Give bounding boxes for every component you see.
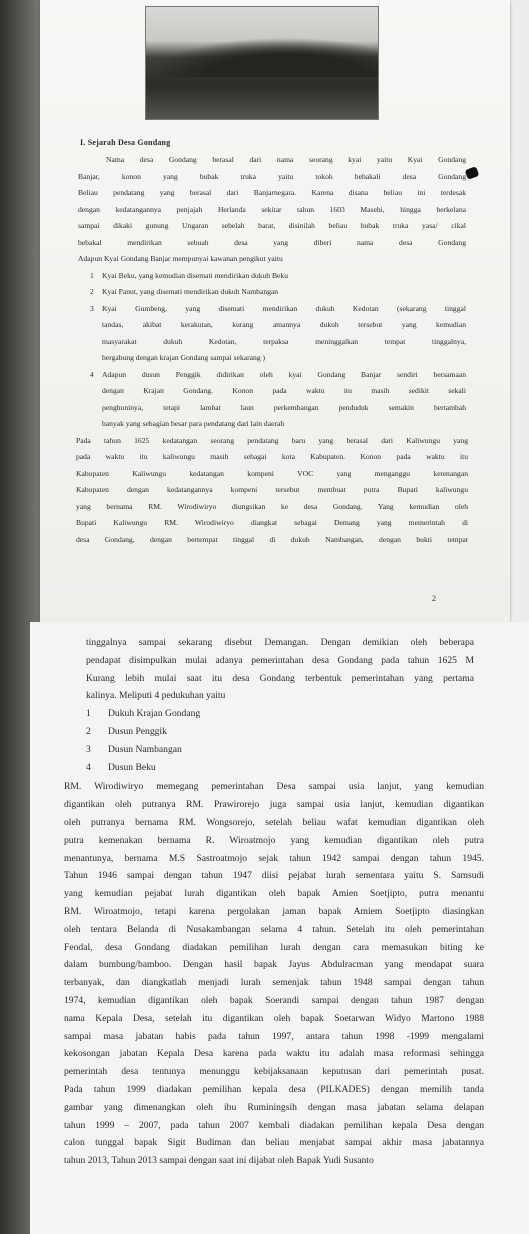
paragraph-line: Adapun Kyai Gondang Banjar mempunyai kawanan pengikut yaitu [78,254,283,263]
list-item-line: tandas, akibat kerakutan, kurang amannya dukuh tersebut yang kemudian [102,320,466,329]
paragraph-line: kekosongan jabatan Kepala Desa karena pada waktu itu adalah masa reformasi sehingga [64,1048,484,1060]
list-item-line: Kyai Beku, yang kemudian disemati mendirikan dukuh Beku [102,270,289,280]
list-item: Dusun Beku [108,761,156,773]
list-number: 1 [86,708,91,720]
paragraph-line: dalam bumbung/bamboo. Dengan hasil bapak Jayus Abdulracman yang mendapat suara [64,959,484,971]
list-number: 3 [90,303,94,313]
paragraph-line: nama Kepala Desa, setelah itu digantikan oleh bapak Soetarwan Widyo Martono 1988 [64,1012,484,1024]
list-item-line: Kyai Gumbeng, yang disemati mendirikan dukuh Kedotan (sekarang tinggal [102,303,466,313]
paragraph-line: Nama desa Gondang berasal dari nama seorang kyai yaitu Kyai Gondang [106,155,466,164]
paragraph-line: oleh putranya bernama RM. Wongsorejo, setelah beliau wafat kemudian digantikan oleh [64,817,484,828]
list-number: 2 [90,287,94,296]
paragraph-line: sampai dikaki gunung Ungaran sebelah barat, disinilah beliau bubak truka yasa/ cikal [78,221,466,230]
paragraph-line: digantikan oleh putranya RM. Prawirorejo juga sampai usia lanjut, kemudian digantikan [64,799,484,811]
list-number: 3 [86,743,91,755]
paragraph-line: desa Gondang, dengan bertempat tinggal di dukuh Nambangan, dengan bukti tempat [76,534,468,544]
paragraph-line: dengan kedatangannya penjajah Herlanda sekitar tahun 1603 Masehi, hingga berkelana [78,204,466,214]
list-item-line: bergabung dengan krajan Gondang sampai sekarang ) [102,353,266,362]
paragraph-line: yang bernama RM. Wirodiwiryo diungsikan ke desa Gondang. Yang kemudian oleh [76,501,468,511]
paragraph-line: calon tunggal bapak Sigit Budiman dan beliau menjabat sampai akhir masa jabatannya [64,1137,484,1149]
paragraph-line: Feodal, desa Gondang diadakan pemilihan lurah dengan cara memasukan biting ke [64,941,484,953]
paragraph-line: RM. Wiroatmojo, tetapi karena pergolakan jaman bapak Amiem Soetjipto diasingkan [64,906,484,917]
paragraph-line: tahun 1999 – 2007, pada tahun 2007 kembali diadakan pemilihan kepala Desa dengan [64,1119,484,1131]
paragraph-line: sampai masa jabatan habis pada tahun 1997, antara tahun 1998 -1999 mengalami [64,1030,484,1042]
paragraph-line: oleh tentara Belanda di Nusakambangan selama 4 tahun. Setelah itu oleh pemerintahan [64,923,484,935]
paragraph-line: putra kemenakan bernama R. Wiroatmojo yang kemudian digantikan oleh putra [64,834,484,846]
paragraph-line: kalinya. Meliputi 4 pedukuhan yaitu [86,690,226,702]
list-number: 2 [86,726,91,737]
paragraph-line: Bupati Kaliwungu RM. Wirodiwiryo diangkat sebagai Demang yang memerintah di [76,518,468,527]
list-number: 4 [90,369,94,379]
paragraph-line: Kabupaten dengan kedatangannya kompeni tersebut membuat putra Bupati kaliwungu [76,485,468,494]
paragraph-line: Beliau pendatang yang berasal dari Banjarnegara. Karena disana beliau ini terdesak [78,188,466,197]
ink-mark [465,166,480,180]
paragraph-line: yang kemudian pejabat lurah digantikan oleh bapak Amien Soetjipto, putra menantu [64,888,484,900]
paragraph-line: pada waktu itu kaliwungu masih sebagai kota Kabupaten. Konon pada waktu itu [76,452,468,461]
document-page-2 [30,622,529,1234]
paragraph-line: Banjar, konon yang bubak truka yaitu tokoh bebakali desa Gondang [78,171,466,181]
list-number: 1 [90,270,94,280]
paragraph-line: Pada tahun 1625 kedatangan seorang pendatang baru yang berasal dari Kaliwungu yang [76,435,468,445]
list-item-line: masyarakat dukuh Kedotan, terpaksa meninggalkan tempat tinggalnya, [102,336,466,346]
list-item-line: banyak yang sebagian besar para pendatang dari lain daerah [102,419,285,428]
paragraph-line: tahun 2013, Tahun 2013 sampai dengan saat ini dijabat oleh Bapak Yudi Susanto [64,1155,374,1167]
list-item: Dusun Penggik [108,726,167,737]
paragraph-line: RM. Wirodiwiryo memegang pemerintahan Desa sampai usia lanjut, yang kemudian [64,781,484,793]
list-item-line: penghuninya, tetapi lambat laun perkembangan penduduk semakin bertambah [102,402,466,412]
list-item-line: dengan Krajan Gondang. Konon pada waktu itu masih sedikit sekali [102,386,466,395]
section-heading: I. Sejarah Desa Gondang [80,138,171,147]
paragraph-line: Pada tahun 1999 diadakan pemilihan kepala desa (PILKADES) dengan memilih tanda [64,1084,484,1095]
paragraph-line: tinggalnya sampai sekarang disebut Demangan. Dengan demikian oleh beberapa [86,637,474,648]
document-page-1 [40,0,510,622]
paragraph-line: bebakal mendirikan sebuah desa yang diberi nama desa Gondang [78,237,466,247]
paragraph-line: pendapat disimpulkan mulai adanya pemerintahan desa Gondang pada tahun 1625 M [86,654,474,666]
paragraph-line: 1974, kemudian digantikan oleh bapak Soerandi sampai dengan tahun 1987 dengan [64,995,484,1006]
paragraph-line: menantunya, bernama M.S Sastroatmojo sejak tahun 1942 sampai dengan tahun 1945. [64,852,484,864]
page-number: 2 [432,594,436,603]
list-item: Dusun Nambangan [108,743,182,755]
list-item-line: Adapun dusun Penggik didirikan oleh kyai Gondang Banjar sendiri bersamaan [102,369,466,379]
paragraph-line: pemerintah desa tentunya menunggu kebijaksanaan keputusan dari pemerintah pusat. [64,1066,484,1078]
paragraph-line: terbanyak, dan diangkatlah menjadi lurah semenjak tahun 1948 sampai dengan tahun [64,977,484,989]
paragraph-line: Kabupaten Kaliwungu kedatangan kompeni VOC yang menganggu ketenangan [76,468,468,478]
paragraph-line: Tahun 1946 sampai dengan tahun 1947 diisi pejabat lurah sementara yaitu S. Samsudi [64,870,484,882]
list-item: Dukuh Krajan Gondang [108,708,201,720]
paragraph-line: Kurang lebih mulai saat itu desa Gondang terbentuk pemerintahan yang pertama [86,672,474,684]
list-item-line: Kyai Panut, yang disemati mendirikan dukuh Nambangan [102,287,279,296]
village-landscape-photo [145,6,379,120]
list-number: 4 [86,761,91,773]
paragraph-line: gambar yang dimenangkan oleh ibu Ruminingsih dengan masa jabatan selama delapan [64,1101,484,1113]
